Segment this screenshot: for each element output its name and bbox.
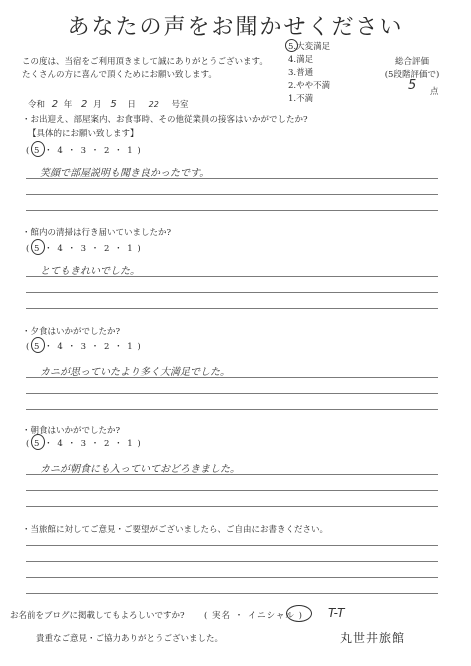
section-1-note: 【具体的にお願い致します】 — [28, 129, 139, 139]
legend-item-5: 5.大変満足 — [288, 42, 331, 52]
section-4-scale: ( 5 ・ 4 ・ 3 ・ 2 ・ 1 ) — [26, 439, 142, 449]
section-4-selected-circle — [31, 434, 45, 450]
legend-item-1: 1.不満 — [288, 94, 314, 104]
section-5-question: ・当旅館に対してご意見・ご要望がございましたら、ご自由にお書きください。 — [22, 525, 329, 535]
room-number: 22 — [148, 100, 159, 109]
section-4-line-2 — [26, 490, 438, 491]
section-2-scale: ( 5 ・ 4 ・ 3 ・ 2 ・ 1 ) — [26, 244, 142, 254]
date-day: 5 — [110, 99, 117, 110]
date-year-unit: 年 — [63, 100, 73, 110]
legend-item-4: 4.満足 — [288, 55, 314, 65]
section-2-selected-circle — [31, 239, 45, 255]
date-day-unit: 日 — [127, 100, 136, 110]
section-5-line-2 — [26, 561, 438, 562]
date-row — [28, 98, 189, 112]
section-1-line-2 — [26, 194, 438, 195]
section-3-line-3 — [26, 409, 438, 410]
intro-line-1: この度は、当宿をご利用頂きまして誠にありがとうございます。 — [22, 57, 268, 67]
blog-handwritten: T-T — [328, 606, 345, 620]
section-5-line-3 — [26, 577, 438, 578]
section-5-line-1 — [26, 545, 438, 546]
section-3-answer: カニが思っていたより多く大満足でした。 — [40, 367, 230, 378]
blog-question: お名前をブログに掲載してもよろしいですか? — [10, 611, 185, 621]
section-4-answer: カニが朝食にも入っていておどろきました。 — [40, 464, 240, 475]
section-4-question: ・朝食はいかがでしたか? — [22, 426, 121, 436]
section-2-question: ・館内の清掃は行き届いていましたか? — [22, 228, 172, 238]
legend-item-2: 2.やや不満 — [288, 81, 331, 91]
inn-name: 丸世井旅館 — [340, 631, 406, 645]
overall-unit: 点 — [430, 87, 439, 97]
legend-item-3: 3.普通 — [288, 68, 314, 78]
footer-thanks: 貴重なご意見・ご協力ありがとうございました。 — [36, 634, 224, 644]
section-3-line-1 — [26, 377, 438, 378]
section-1-answer: 笑顔で部屋説明も聞き良かったです。 — [40, 168, 210, 179]
overall-sub: (5段階評価で) — [384, 70, 440, 80]
section-1-selected-circle — [31, 141, 45, 157]
section-1-question: ・お出迎え、部屋案内、お食事時、その他従業員の接客はいかがでしたか? — [22, 115, 308, 125]
section-2-line-1 — [26, 276, 438, 277]
blog-selected-circle — [286, 605, 312, 622]
date-month-unit: 月 — [93, 100, 102, 110]
section-3-question: ・夕食はいかがでしたか? — [22, 327, 121, 337]
section-3-scale: ( 5 ・ 4 ・ 3 ・ 2 ・ 1 ) — [26, 342, 142, 352]
section-3-selected-circle — [31, 337, 45, 353]
overall-value: 5 — [408, 78, 417, 93]
intro-line-2: たくさんの方に喜んで頂くためにお願い致します。 — [22, 70, 217, 80]
section-1-line-3 — [26, 210, 438, 211]
section-1-line-1 — [26, 178, 438, 179]
section-2-line-2 — [26, 292, 438, 293]
section-4-line-1 — [26, 474, 438, 475]
section-5-line-4 — [26, 593, 438, 594]
section-3-line-2 — [26, 393, 438, 394]
legend-selected-circle — [285, 39, 298, 52]
section-2-line-3 — [26, 308, 438, 309]
date-year: 2 — [51, 99, 59, 110]
section-1-scale: ( 5 ・ 4 ・ 3 ・ 2 ・ 1 ) — [26, 146, 142, 156]
page-title: あなたの声をお聞かせください — [67, 15, 404, 40]
blog-options: ( 実名 ・ イニシャル ) — [204, 611, 303, 621]
intro-text — [22, 56, 268, 82]
date-month: 2 — [81, 99, 88, 110]
overall-label: 総合評価 — [394, 57, 429, 67]
date-era: 令和 — [28, 100, 46, 110]
room-unit: 号室 — [171, 100, 189, 110]
section-2-answer: とてもきれいでした。 — [40, 266, 140, 277]
section-4-line-3 — [26, 506, 438, 507]
